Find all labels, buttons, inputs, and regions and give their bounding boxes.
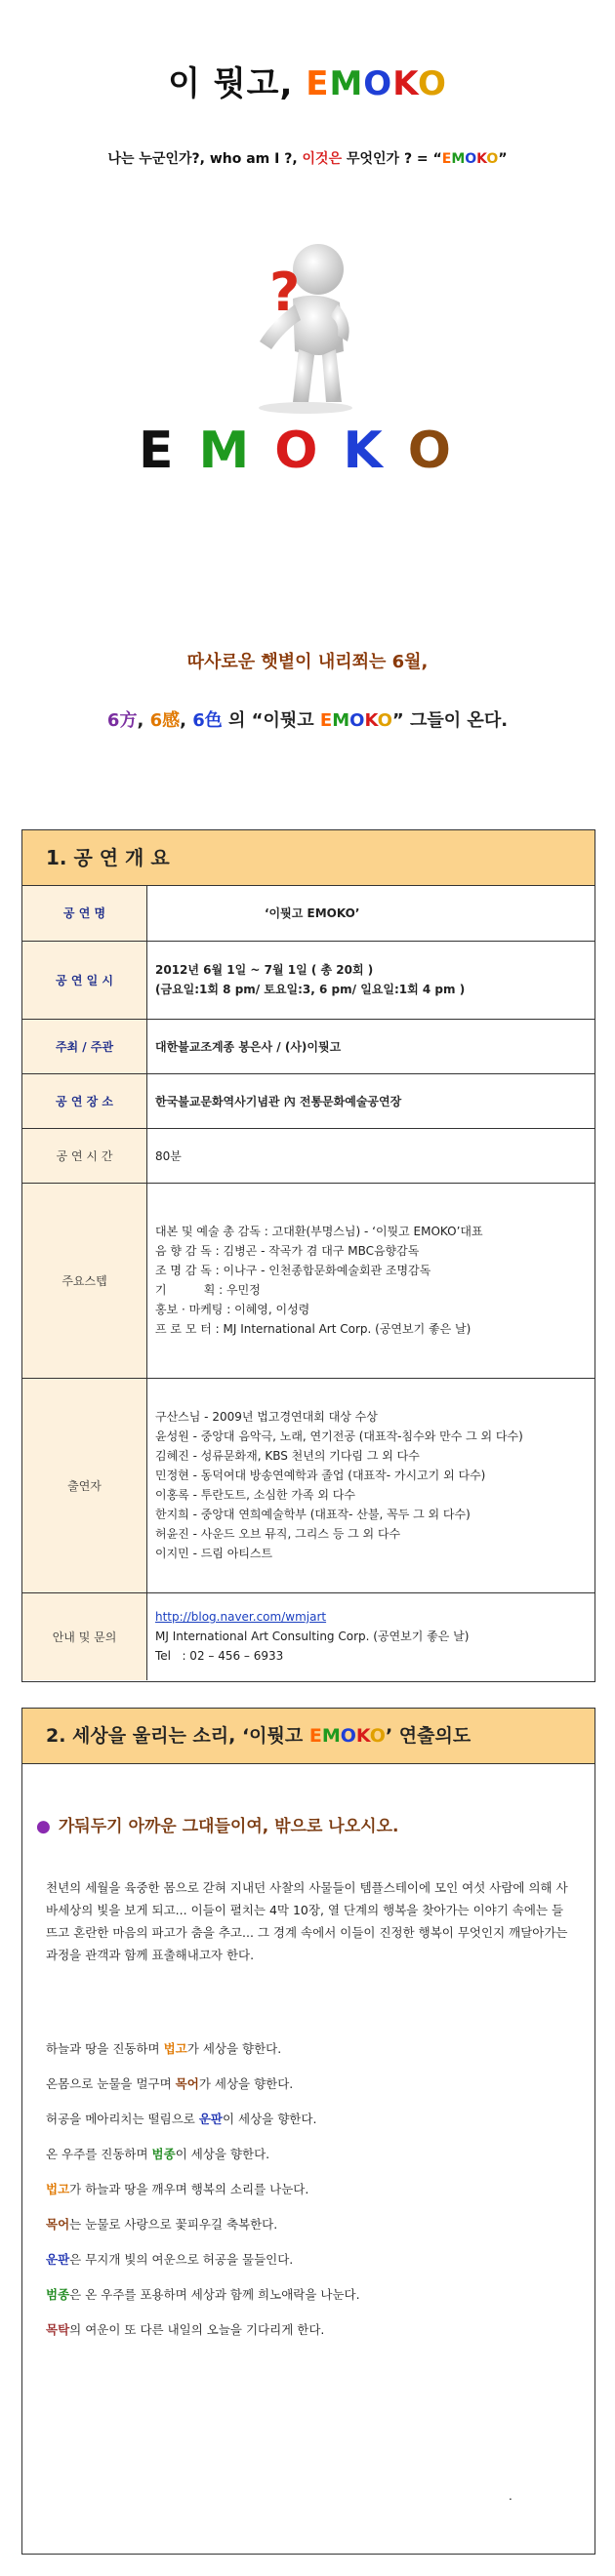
staff-line: 대본 및 예술 총 감독 : 고대환(부명스님) - ‘이뭣고 EMOKO’대표 (155, 1225, 483, 1238)
row-value-contact (147, 1592, 595, 1680)
row-value-venue: 한국불교문화역사기념관 內 전통문화예술공연장 (147, 1073, 595, 1128)
verse-line (46, 2177, 573, 2201)
logo-letter-e: E (138, 422, 199, 480)
verse-line (46, 2142, 573, 2166)
subtitle-end: ” (498, 151, 508, 167)
tag-letter-e: E (319, 710, 333, 731)
logo-letter-o: O (274, 422, 344, 480)
bullet-text: 가둬두기 아까운 그대들이여, 밖으로 나오시오. (58, 1817, 399, 1836)
page-title (0, 57, 615, 104)
six-directions: 6方 (106, 710, 138, 731)
title-letter-k: K (392, 64, 419, 103)
staff-line: 홍보 · 마케팅 : 이혜영, 이성령 (155, 1303, 310, 1316)
tag-letter-k: K (364, 710, 378, 731)
verse-keyword: 운판 (46, 2252, 70, 2267)
direction-intent-section (21, 1708, 595, 2555)
six-colors: 6色 (192, 710, 223, 731)
verse-line (46, 2107, 573, 2131)
cast-line: 김혜진 - 성류문화재, KBS 천년의 기다림 그 외 다수 (155, 1449, 420, 1463)
row-value-cast (147, 1378, 595, 1592)
tag-letter-o2: O (377, 710, 392, 731)
verse-text: 온 우주를 진동하며 (46, 2147, 152, 2161)
logo-letter-o2: O (407, 422, 476, 480)
sub-letter-k: K (476, 151, 487, 167)
verse-line (46, 2247, 573, 2272)
sec2-letter-o: O (340, 1725, 356, 1747)
end-dot: . (509, 2489, 512, 2503)
verse-line (46, 2317, 573, 2342)
verse-keyword: 범종 (151, 2147, 176, 2161)
cast-line: 한지희 - 중앙대 연희예술학부 (대표작- 산불, 꼭두 그 외 다수) (155, 1508, 471, 1521)
verse-keyword: 범종 (46, 2287, 70, 2302)
hero-subtitle (0, 148, 615, 168)
contact-line: MJ International Art Consulting Corp. (공연보기 좋은 날) (155, 1630, 470, 1644)
cast-line: 윤성원 - 중앙대 음악극, 노래, 연기전공 (대표작-침수와 만수 그 외 다수) (155, 1429, 523, 1443)
blog-link[interactable]: http://blog.naver.com/wmjart (155, 1610, 327, 1625)
row-value-title: ‘이뭣고 EMOKO’ (147, 886, 595, 941)
thinking-figure-icon (232, 234, 379, 415)
cast-line: 이홍록 - 투란도트, 소심한 가족 외 다수 (155, 1488, 355, 1502)
tag-letter-o: O (349, 710, 365, 731)
verse-line (46, 2036, 573, 2061)
title-letter-o: O (363, 64, 393, 103)
logo-letter-k: K (343, 422, 408, 480)
verse-text: 하늘과 땅을 진동하며 (46, 2041, 164, 2056)
row-label-contact: 안내 및 문의 (22, 1592, 147, 1680)
row-value-runtime: 80분 (147, 1128, 595, 1183)
question-mark-glyph: ? (269, 262, 301, 323)
tagline-end: ” 그들이 온다. (391, 710, 509, 731)
tagline-sep-2: , (180, 710, 193, 731)
verse-keyword: 목어 (46, 2217, 70, 2232)
table-row (22, 1073, 594, 1128)
row-label-cast: 출연자 (22, 1378, 147, 1592)
emoko-logo (0, 422, 615, 480)
cast-line: 민정현 - 동덕여대 방송연예학과 졸업 (대표작- 가시고기 외 다수) (155, 1469, 486, 1482)
row-label-staff: 주요스텝 (22, 1183, 147, 1378)
verse-list (46, 2036, 573, 2353)
verse-keyword: 목탁 (46, 2322, 70, 2337)
verse-text: 은 온 우주를 포용하며 세상과 함께 희노애락을 나눈다. (69, 2287, 360, 2302)
staff-line: 조 명 감 독 : 이나구 - 인천종합문화예술회관 조명감독 (155, 1264, 431, 1277)
tag-letter-m: M (332, 710, 350, 731)
title-emoko (306, 64, 447, 103)
tagline-line-1: 따사로운 햇볕이 내리쬐는 6월, (186, 652, 429, 672)
verse-text: 이 세상을 향한다. (175, 2147, 270, 2161)
tagline-line-2 (0, 706, 615, 732)
verse-text: 이 세상을 향한다. (222, 2112, 317, 2126)
verse-keyword: 법고 (46, 2182, 70, 2196)
verse-text: 가 하늘과 땅을 깨우며 행복의 소리를 나눈다. (69, 2182, 309, 2196)
title-letter-e: E (306, 64, 330, 103)
table-row (22, 1183, 594, 1378)
row-label-organizer: 주최 / 주관 (22, 1019, 147, 1073)
row-label-date: 공 연 일 시 (22, 941, 147, 1019)
verse-text: 가 세상을 향한다. (186, 2041, 282, 2056)
tagline-sep-1: , (137, 710, 150, 731)
subtitle-part-a: 나는 누군인가?, who am I ?, (107, 151, 303, 167)
sub-letter-e: E (441, 151, 452, 167)
performance-overview-section (21, 829, 595, 1682)
sec2-letter-k: K (355, 1725, 370, 1747)
bullet-dot-icon: ● (36, 1817, 51, 1836)
verse-text: 은 무지개 빛의 여운으로 허공을 물들인다. (69, 2252, 294, 2267)
sub-letter-o2: O (486, 151, 499, 167)
title-letter-o2: O (418, 64, 447, 103)
sec2-letter-m: M (321, 1725, 341, 1747)
verse-line (46, 2282, 573, 2307)
sub-letter-m: M (451, 151, 466, 167)
title-letter-m: M (329, 64, 364, 103)
verse-keyword: 운판 (198, 2112, 223, 2126)
row-label-runtime: 공 연 시 간 (22, 1128, 147, 1183)
logo-letter-m: M (198, 422, 275, 480)
bullet-heading (22, 1763, 583, 1836)
contact-phone: Tel : 02 – 456 – 6933 (155, 1649, 284, 1664)
sec2-letter-o2: O (369, 1725, 386, 1747)
staff-line: 음 향 감 독 : 김병곤 - 작곡가 겸 대구 MBC음향감독 (155, 1244, 420, 1258)
row-value-staff (147, 1183, 595, 1378)
subtitle-part-b: 이것은 (302, 151, 347, 167)
date-line-1: 2012년 6월 1일 ~ 7월 1일 ( 총 20회 ) (155, 963, 374, 977)
verse-text: 는 눈물로 사랑으로 꽃피우길 축복한다. (69, 2217, 278, 2232)
verse-keyword: 목어 (175, 2076, 199, 2091)
tagline-mid: 의 “이뭣고 (222, 710, 320, 731)
table-row (22, 886, 594, 941)
row-label-venue: 공 연 장 소 (22, 1073, 147, 1128)
sec2-title-b: ’ 연출의도 (385, 1725, 472, 1747)
sec2-title-a: 2. 세상을 울리는 소리, ‘이뭣고 (46, 1725, 309, 1747)
verse-text: 허공을 메아리치는 떨림으로 (46, 2112, 199, 2126)
row-value-date (147, 941, 595, 1019)
staff-line: 기 획 : 우민정 (155, 1283, 261, 1297)
row-label-title: 공 연 명 (22, 886, 147, 941)
subtitle-part-c: 무엇인가 ? = “ (346, 151, 442, 167)
sec2-letter-e: E (308, 1725, 322, 1747)
date-line-2: (금요일:1회 8 pm/ 토요일:3, 6 pm/ 일요일:1회 4 pm ) (155, 983, 466, 996)
title-prefix: 이 뭣고, (168, 64, 307, 103)
overview-table (22, 886, 594, 1680)
staff-line: 프 로 모 터 : MJ International Art Corp. (공연보기 좋은 날) (155, 1322, 472, 1336)
cast-line: 허윤진 - 사운드 오브 뮤직, 그리스 등 그 외 다수 (155, 1527, 401, 1541)
verse-line (46, 2212, 573, 2236)
cast-line: 이지민 - 드림 아티스트 (155, 1547, 273, 1560)
section-2-title (22, 1709, 594, 1764)
verse-text: 가 세상을 향한다. (198, 2076, 294, 2091)
row-value-organizer: 대한불교조계종 봉은사 / (사)이뭣고 (147, 1019, 595, 1073)
section-1-title: 1. 공 연 개 요 (22, 830, 594, 886)
table-row (22, 1128, 594, 1183)
six-senses: 6感 (149, 710, 181, 731)
table-row (22, 941, 594, 1019)
verse-line (46, 2072, 573, 2096)
table-row (22, 1019, 594, 1073)
intro-paragraph: 천년의 세월을 육중한 몸으로 갇혀 지내던 사찰의 사물들이 템플스테이에 모인 여섯 사람에 의해 사바세상의 빛을 보게 되고... 이들이 펼치는 4막 10장, 열 단계의 행복을 찾아가는 이야기 속에는 들뜨고 혼란한 마음의 파고가 춤을 추고... 그 경계 속에서 이들이 진정한 행복이 무엇인지 깨달아가는 과정을 관객과 함께 표출해내고자 한다. (46, 1880, 568, 1962)
verse-text: 온몸으로 눈물을 멀구며 (46, 2076, 176, 2091)
verse-keyword: 법고 (163, 2041, 187, 2056)
verse-text: 의 여운이 또 다른 내일의 오늘을 기다리게 한다. (69, 2322, 325, 2337)
sub-letter-o: O (465, 151, 477, 167)
cast-line: 구산스님 - 2009년 법고경연대회 대상 수상 (155, 1410, 378, 1424)
table-row (22, 1378, 594, 1592)
table-row (22, 1592, 594, 1680)
